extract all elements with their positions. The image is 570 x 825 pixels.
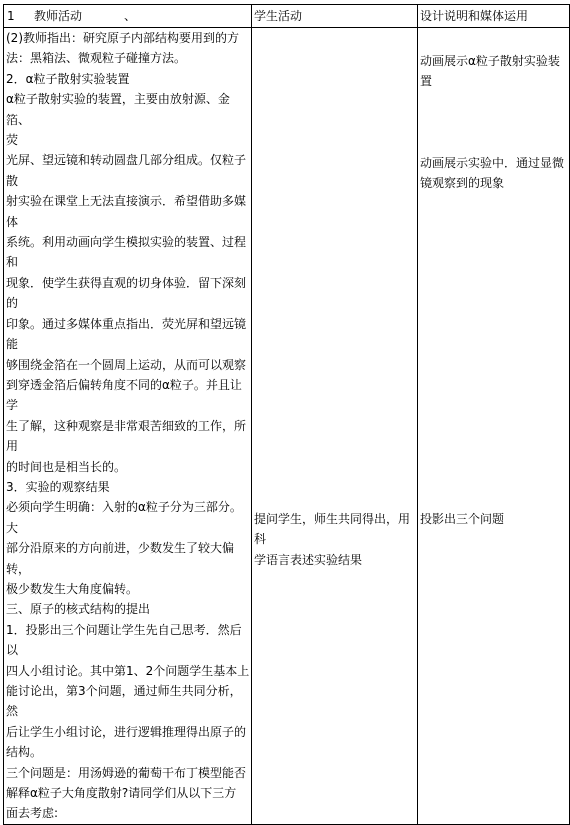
header-teacher-title: 教师活动 (34, 9, 83, 23)
teacher-line: 法：黑箱法、微观粒子碰撞方法。 (6, 51, 187, 66)
header-student-activity: 学生活动 (252, 5, 418, 28)
teacher-line: 三个问题是：用汤姆逊的葡萄干布丁模型能否 (6, 765, 247, 780)
teacher-line: (2)教师指出：研究原子内部结构要用到的方 (6, 31, 239, 45)
teacher-line: 面去考虑: (6, 806, 59, 821)
header-teacher-activity (4, 5, 252, 28)
teacher-line: 能讨论出，第3个问题，通过师生共同分析，然 (6, 684, 242, 719)
content-row (4, 28, 570, 825)
teacher-line: 1．投影出三个问题让学生先自己思考．然后以 (6, 622, 242, 658)
design-line: 动画展示α粒子散射实验装 (420, 54, 560, 68)
teacher-line: 的时间也是相当长的。 (6, 459, 127, 474)
teacher-line: 系统。利用动画向学生模拟实验的装置、过程和 (6, 235, 247, 270)
teacher-line: 2．α粒子散射实验装置 (6, 71, 130, 86)
student-line: 学语言表述实验结果 (254, 552, 363, 567)
teacher-activity-cell (4, 28, 252, 825)
student-activity-cell (252, 28, 418, 825)
design-notes-body (420, 28, 569, 591)
design-line: 动画展示实验中．通过显微 (420, 156, 565, 170)
teacher-line: 光屏、望远镜和转动圆盘几部分组成。仅粒子散 (6, 153, 247, 188)
teacher-line: 现象．使学生获得直观的切身体验．留下深刻的 (6, 275, 247, 311)
teacher-line: 3．实验的观察结果 (6, 479, 110, 494)
design-line: 置 (420, 74, 433, 89)
teacher-line: 荧 (6, 133, 19, 148)
design-note-2 (420, 153, 567, 194)
teacher-line: α粒子散射实验的装置，主要由放射源、金箔、 (6, 92, 230, 127)
teacher-line: 部分沿原来的方向前进，少数发生了较大偏转， (6, 541, 235, 576)
lesson-plan-table (3, 4, 570, 825)
teacher-line: 结构。 (6, 745, 43, 760)
student-line: 提问学生，师生共同得出，用科 (254, 512, 411, 547)
header-mark: 、 (124, 9, 137, 23)
teacher-line: 极少数发生大角度偏转。 (6, 581, 139, 596)
teacher-line: 三、原子的核式结构的提出 (6, 602, 151, 617)
teacher-line: 射实验在课堂上无法直接演示．希望借助多媒体 (6, 194, 247, 229)
design-notes-cell (418, 28, 570, 825)
student-activity-body (254, 28, 417, 591)
design-line: 镜观察到的现象 (420, 176, 505, 191)
header-row (4, 5, 570, 28)
teacher-line: 够围绕金箔在一个圆周上运动，从而可以观察 (6, 357, 247, 372)
teacher-line: 四人小组讨论。其中第1、2个问题学生基本上 (6, 663, 250, 678)
teacher-line: 解释α粒子大角度散射?请同学们从以下三方 (6, 786, 237, 801)
design-note-3 (420, 509, 567, 529)
teacher-line: 到穿透金箔后偏转角度不同的α粒子。并且让学 (6, 377, 242, 413)
teacher-line: 生了解，这种观察是非常艰苦细致的工作，所用 (6, 418, 247, 454)
teacher-line: 后让学生小组讨论，进行逻辑推理得出原子的 (6, 724, 247, 739)
design-note-1 (420, 51, 567, 92)
teacher-line: 印象。通过多媒体重点指出．荧光屏和望远镜能 (6, 316, 247, 352)
teacher-line: 必须向学生明确：入射的α粒子分为三部分。大 (6, 500, 242, 535)
header-number: 1 (7, 9, 15, 23)
header-design-notes: 设计说明和媒体运用 (418, 5, 570, 28)
design-line: 投影出三个问题 (420, 512, 505, 526)
student-activity-text (254, 509, 415, 570)
